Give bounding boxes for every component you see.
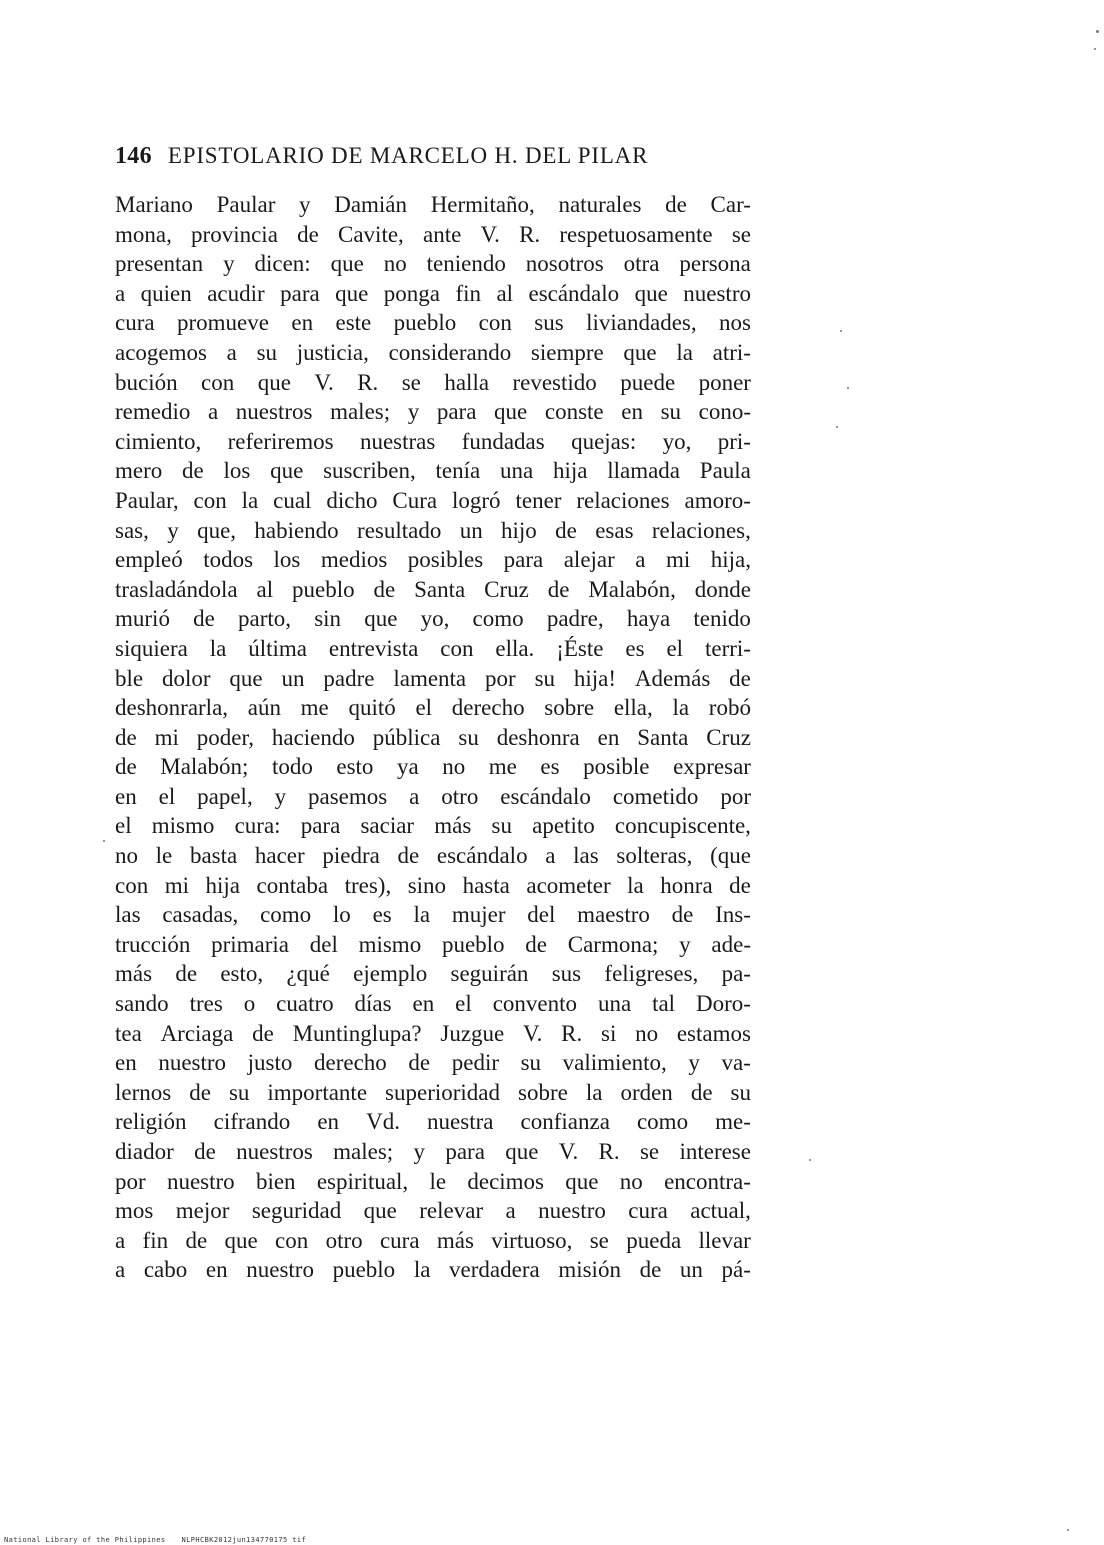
running-head — [115, 142, 755, 170]
text-line: a cabo en nuestro pueblo la verdadera misión de un pá- — [115, 1257, 751, 1283]
text-line: presentan y dicen: que no teniendo nosotros otra persona — [115, 251, 751, 277]
text-line: más de esto, ¿qué ejemplo seguirán sus feligreses, pa- — [115, 961, 751, 987]
file-identifier: NLPHCBK2012jun134770175 tif — [181, 1536, 307, 1544]
library-credit: National Library of the Philippines — [4, 1536, 166, 1544]
text-line: el mismo cura: para saciar más su apetito concupiscente, — [115, 813, 751, 839]
text-line: tea Arciaga de Muntinglupa? Juzgue V. R. si no estamos — [115, 1020, 751, 1046]
text-line: en nuestro justo derecho de pedir su valimiento, y va- — [115, 1050, 751, 1076]
scan-speck — [847, 387, 849, 389]
scan-speck — [103, 840, 105, 842]
scan-speck — [1067, 1529, 1069, 1531]
text-line: trasladándola al pueblo de Santa Cruz de Malabón, donde — [115, 576, 751, 602]
scan-speck — [1094, 48, 1096, 50]
text-line: lernos de su importante superioridad sobre la orden de su — [115, 1079, 751, 1105]
scan-speck — [840, 330, 842, 332]
running-title: EPISTOLARIO DE MARCELO H. DEL PILAR — [167, 143, 649, 168]
text-line: cimiento, referiremos nuestras fundadas quejas: yo, pri- — [115, 428, 751, 454]
text-line: religión cifrando en Vd. nuestra confianza como me- — [115, 1109, 751, 1135]
text-line: deshonrarla, aún me quitó el derecho sobre ella, la robó — [115, 695, 751, 721]
text-line: trucción primaria del mismo pueblo de Carmona; y ade- — [115, 931, 751, 957]
text-line: acogemos a su justicia, considerando siempre que la atri- — [115, 339, 751, 365]
page-number: 146 — [115, 143, 152, 169]
text-line: remedio a nuestros males; y para que conste en su cono- — [115, 399, 751, 425]
text-line: bución con que V. R. se halla revestido puede poner — [115, 369, 751, 395]
text-line: Mariano Paular y Damián Hermitaño, naturales de Car- — [115, 192, 751, 217]
text-line: murió de parto, sin que yo, como padre, haya tenido — [115, 606, 751, 632]
text-line: no le basta hacer piedra de escándalo a las solteras, (que — [115, 843, 751, 869]
text-line: empleó todos los medios posibles para alejar a mi hija, — [115, 547, 751, 573]
text-line: a quien acudir para que ponga fin al escándalo que nuestro — [115, 280, 751, 306]
text-line: las casadas, como lo es la mujer del maestro de Ins- — [115, 902, 751, 928]
text-line: cura promueve en este pueblo con sus liviandades, nos — [115, 310, 751, 336]
text-line: mero de los que suscriben, tenía una hija llamada Paula — [115, 458, 751, 484]
text-line: por nuestro bien espiritual, le decimos que no encontra- — [115, 1168, 751, 1194]
text-line: mos mejor seguridad que relevar a nuestro cura actual, — [115, 1198, 751, 1224]
text-line: a fin de que con otro cura más virtuoso, se pueda llevar — [115, 1227, 751, 1253]
scan-speck — [809, 1159, 811, 1161]
scan-speck — [1096, 30, 1099, 33]
scan-speck — [836, 426, 838, 428]
text-line: sando tres o cuatro días en el convento una tal Doro- — [115, 991, 751, 1017]
scan-footer — [4, 1536, 306, 1544]
text-line: con mi hija contaba tres), sino hasta acometer la honra de — [115, 872, 751, 898]
text-line: sas, y que, habiendo resultado un hijo de esas relaciones, — [115, 517, 751, 543]
text-line: Paular, con la cual dicho Cura logró tener relaciones amoro- — [115, 487, 751, 513]
text-line: de mi poder, haciendo pública su deshonra en Santa Cruz — [115, 724, 751, 750]
text-line: ble dolor que un padre lamenta por su hija! Además de — [115, 665, 751, 691]
text-line: siquiera la última entrevista con ella. ¡Éste es el terri- — [115, 635, 751, 661]
text-line: diador de nuestros males; y para que V. R. se interese — [115, 1139, 751, 1164]
body-text — [115, 190, 751, 1285]
text-line: de Malabón; todo esto ya no me es posible expresar — [115, 754, 751, 780]
text-line: en el papel, y pasemos a otro escándalo cometido por — [115, 783, 751, 809]
text-line: mona, provincia de Cavite, ante V. R. respetuosamente se — [115, 221, 751, 247]
